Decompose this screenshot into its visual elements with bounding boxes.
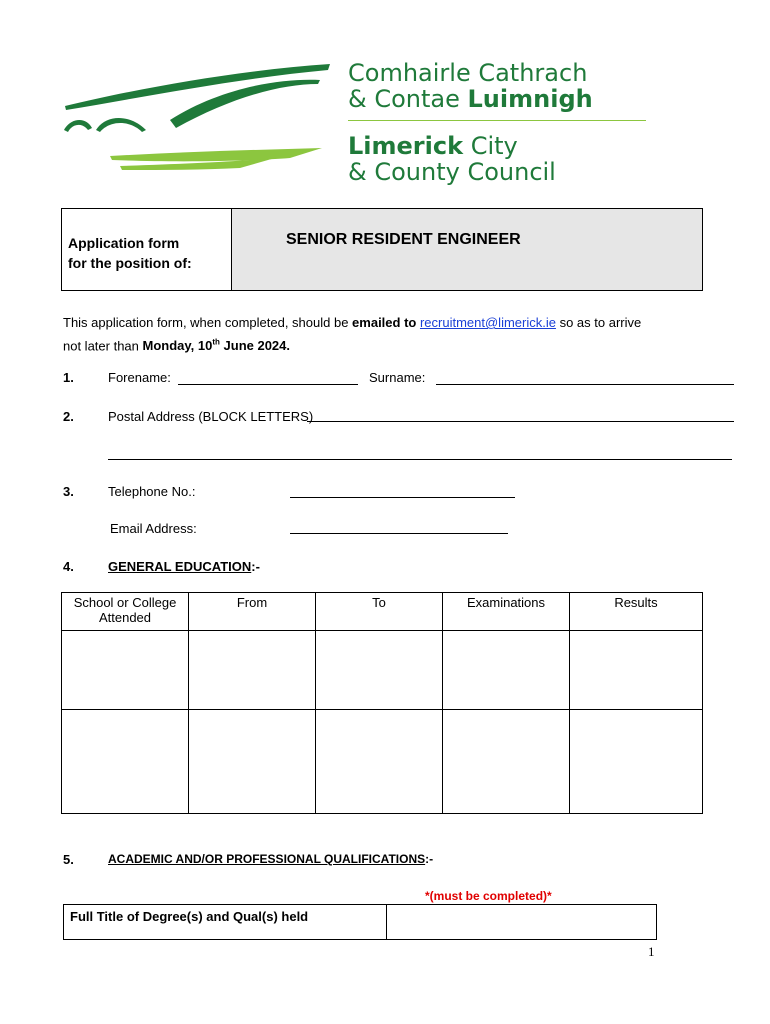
logo-irish-line1: Comhairle Cathrach — [348, 59, 588, 87]
telephone-input-line[interactable] — [290, 497, 515, 498]
intro-emailed-to: emailed to — [352, 315, 417, 330]
deadline-sup: th — [212, 338, 220, 347]
qualifications-table — [63, 904, 657, 940]
deadline-post: June 2024. — [219, 338, 291, 354]
education-cell[interactable] — [316, 631, 443, 710]
education-col-header: Examinations — [443, 593, 570, 631]
education-cell[interactable] — [570, 710, 703, 814]
qualifications-heading-text: ACADEMIC AND/OR PROFESSIONAL QUALIFICATIONS — [108, 852, 426, 866]
education-heading-suffix: :- — [251, 559, 260, 574]
education-cell[interactable] — [443, 710, 570, 814]
question-4-number: 4. — [63, 559, 74, 574]
qualifications-label-cell — [64, 905, 387, 939]
education-cell[interactable] — [570, 631, 703, 710]
surname-label: Surname: — [369, 370, 426, 385]
forename-input-line[interactable] — [178, 384, 358, 385]
education-col-header: To — [316, 593, 443, 631]
education-col-header: School or College Attended — [62, 593, 189, 631]
education-cell[interactable] — [62, 631, 189, 710]
logo-irish-line2-bold: Luimnigh — [467, 85, 593, 113]
education-cell[interactable] — [189, 710, 316, 814]
education-cell[interactable] — [316, 710, 443, 814]
education-row — [62, 631, 703, 710]
surname-input-line[interactable] — [436, 384, 734, 385]
position-header-box — [61, 208, 703, 291]
education-header-row — [62, 593, 703, 631]
address-input-line-1[interactable] — [307, 421, 734, 422]
question-1-number: 1. — [63, 370, 74, 385]
logo-irish-line2-pre: & Contae — [348, 85, 468, 113]
logo-english-line1-bold: Limerick — [348, 132, 464, 160]
position-label-line2: for the position of: — [68, 255, 192, 271]
education-heading-text: GENERAL EDUCATION — [108, 559, 252, 574]
intro-text-2: so as to arrive — [555, 315, 642, 330]
education-cell[interactable] — [443, 631, 570, 710]
education-heading — [108, 559, 260, 574]
qualifications-heading-suffix: :- — [425, 852, 434, 866]
logo-english-line1-rest: City — [463, 132, 518, 160]
forename-label: Forename: — [108, 370, 171, 385]
intro-paragraph — [63, 313, 713, 356]
education-cell[interactable] — [189, 631, 316, 710]
telephone-label: Telephone No.: — [108, 484, 196, 499]
logo-divider — [348, 120, 646, 121]
position-label-line1: Application form — [68, 235, 180, 251]
question-2-number: 2. — [63, 409, 74, 424]
qualifications-row-label: Full Title of Degree(s) and Qual(s) held — [70, 909, 309, 924]
intro-text-3: not later than — [63, 338, 143, 354]
logo-english-line2: & County Council — [348, 158, 556, 186]
page-number: 1 — [648, 944, 655, 959]
address-input-line-2[interactable] — [108, 459, 732, 460]
question-5-number: 5. — [63, 852, 74, 867]
email-label: Email Address: — [110, 521, 197, 536]
education-cell[interactable] — [62, 710, 189, 814]
position-label-cell — [62, 209, 232, 290]
logo-irish-line2 — [348, 87, 593, 111]
position-title: SENIOR RESIDENT ENGINEER — [286, 231, 521, 248]
required-note: *(must be completed)* — [425, 889, 552, 903]
recruitment-email-link[interactable]: recruitment@limerick.ie — [419, 315, 556, 330]
position-title-cell — [232, 209, 702, 290]
education-col-header: From — [189, 593, 316, 631]
education-col-header: Results — [570, 593, 703, 631]
qualifications-heading — [108, 852, 433, 866]
education-table — [61, 592, 703, 814]
email-input-line[interactable] — [290, 533, 508, 534]
question-3-number: 3. — [63, 484, 74, 499]
deadline — [143, 338, 291, 353]
logo-swoosh-graphic — [60, 58, 335, 178]
position-label — [68, 233, 192, 273]
logo-english-line1 — [348, 134, 518, 158]
education-row — [62, 710, 703, 814]
intro-text-1: This application form, when completed, should be — [63, 315, 353, 330]
qualifications-value-cell[interactable] — [387, 905, 656, 939]
deadline-pre: Monday, 10 — [142, 338, 213, 354]
address-label: Postal Address (BLOCK LETTERS) — [108, 409, 314, 424]
